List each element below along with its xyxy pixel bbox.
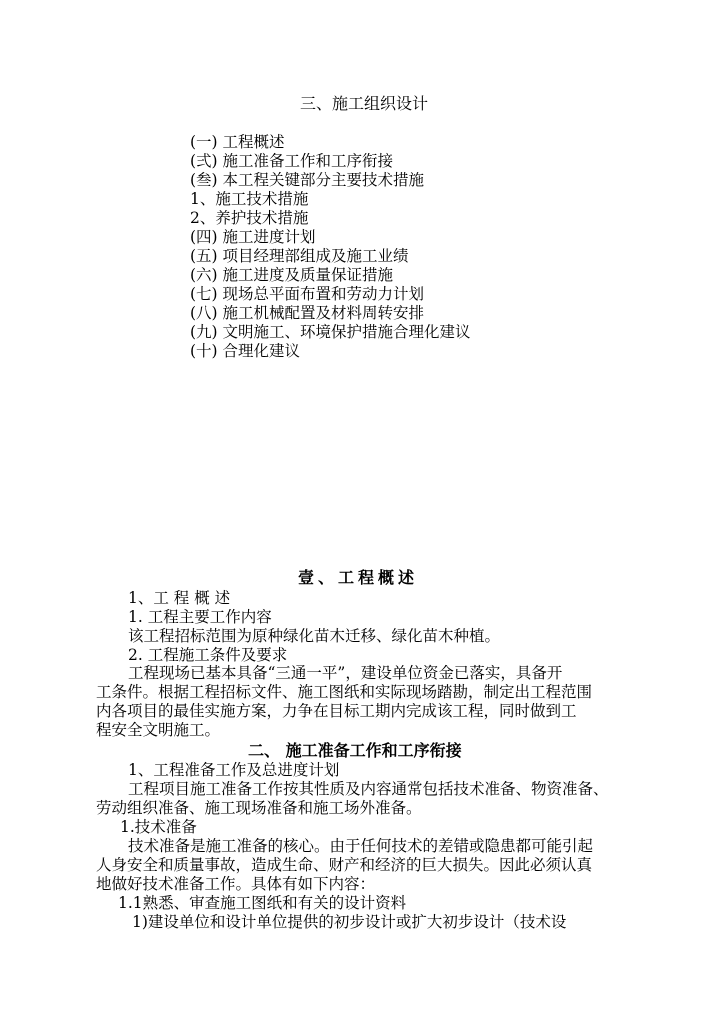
paragraph-line: 1)建设单位和设计单位提供的初步设计或扩大初步设计（技术设: [132, 913, 567, 931]
toc-item: (四) 施工进度计划: [190, 228, 316, 246]
paragraph-line: 地做好技术准备工作。具体有如下内容：: [96, 875, 376, 893]
paragraph-line: 该工程招标范围为原种绿化苗木迁移、绿化苗木种植。: [128, 627, 501, 645]
paragraph-line: 劳动组织准备、施工现场准备和施工场外准备。: [96, 799, 422, 817]
paragraph-line: 1.1熟悉、审查施工图纸和有关的设计资料: [118, 894, 407, 912]
paragraph-line: 2. 工程施工条件及要求: [128, 646, 288, 664]
paragraph-line: 人身安全和质量事故，造成生命、财产和经济的巨大损失。因此必须认真: [96, 856, 593, 874]
paragraph-line: 工程现场已基本具备“三通一平”，建设单位资金已落实，具备开: [128, 664, 563, 682]
toc-item: (六) 施工进度及质量保证措施: [190, 266, 394, 284]
paragraph-line: 1.技术准备: [120, 818, 197, 836]
toc-item: 1、施工技术措施: [190, 190, 309, 208]
paragraph-line: 内各项目的最佳实施方案，力争在目标工期内完成该工程，同时做到工: [96, 702, 577, 720]
paragraph-line: 技术准备是施工准备的核心。由于任何技术的差错或隐患都可能引起: [128, 837, 594, 855]
toc-item: (八) 施工机械配置及材料周转安排: [190, 304, 425, 322]
toc-item: (弍) 施工准备工作和工序衔接: [190, 152, 394, 170]
toc-item: (七) 现场总平面布置和劳动力计划: [190, 285, 425, 303]
toc-item: (五) 项目经理部组成及施工业绩: [190, 247, 409, 265]
toc-item: 2、养护技术措施: [190, 209, 309, 227]
paragraph-line: 1、工程准备工作及总进度计划: [128, 761, 340, 779]
paragraph-line: 程安全文明施工。: [96, 721, 221, 739]
paragraph-line: 1、工 程 概 述: [128, 589, 231, 607]
paragraph-line: 工程项目施工准备工作按其性质及内容通常包括技术准备、物资准备、: [128, 780, 609, 798]
section1-heading: 壹、工程概述: [298, 568, 419, 587]
paragraph-line: 1. 工程主要工作内容: [128, 608, 272, 626]
toc-item: (一) 工程概述: [190, 133, 285, 151]
paragraph-line: 工条件。根据工程招标文件、施工图纸和实际现场踏勘，制定出工程范围: [96, 683, 593, 701]
toc-item: (叁) 本工程关键部分主要技术措施: [190, 171, 425, 189]
toc-item: (十) 合理化建议: [190, 342, 301, 360]
section2-heading: 二、 施工准备工作和工序衔接: [248, 741, 462, 760]
toc-title: 三、施工组织设计: [300, 94, 429, 113]
toc-item: (九) 文明施工、环境保护措施合理化建议: [190, 323, 471, 341]
